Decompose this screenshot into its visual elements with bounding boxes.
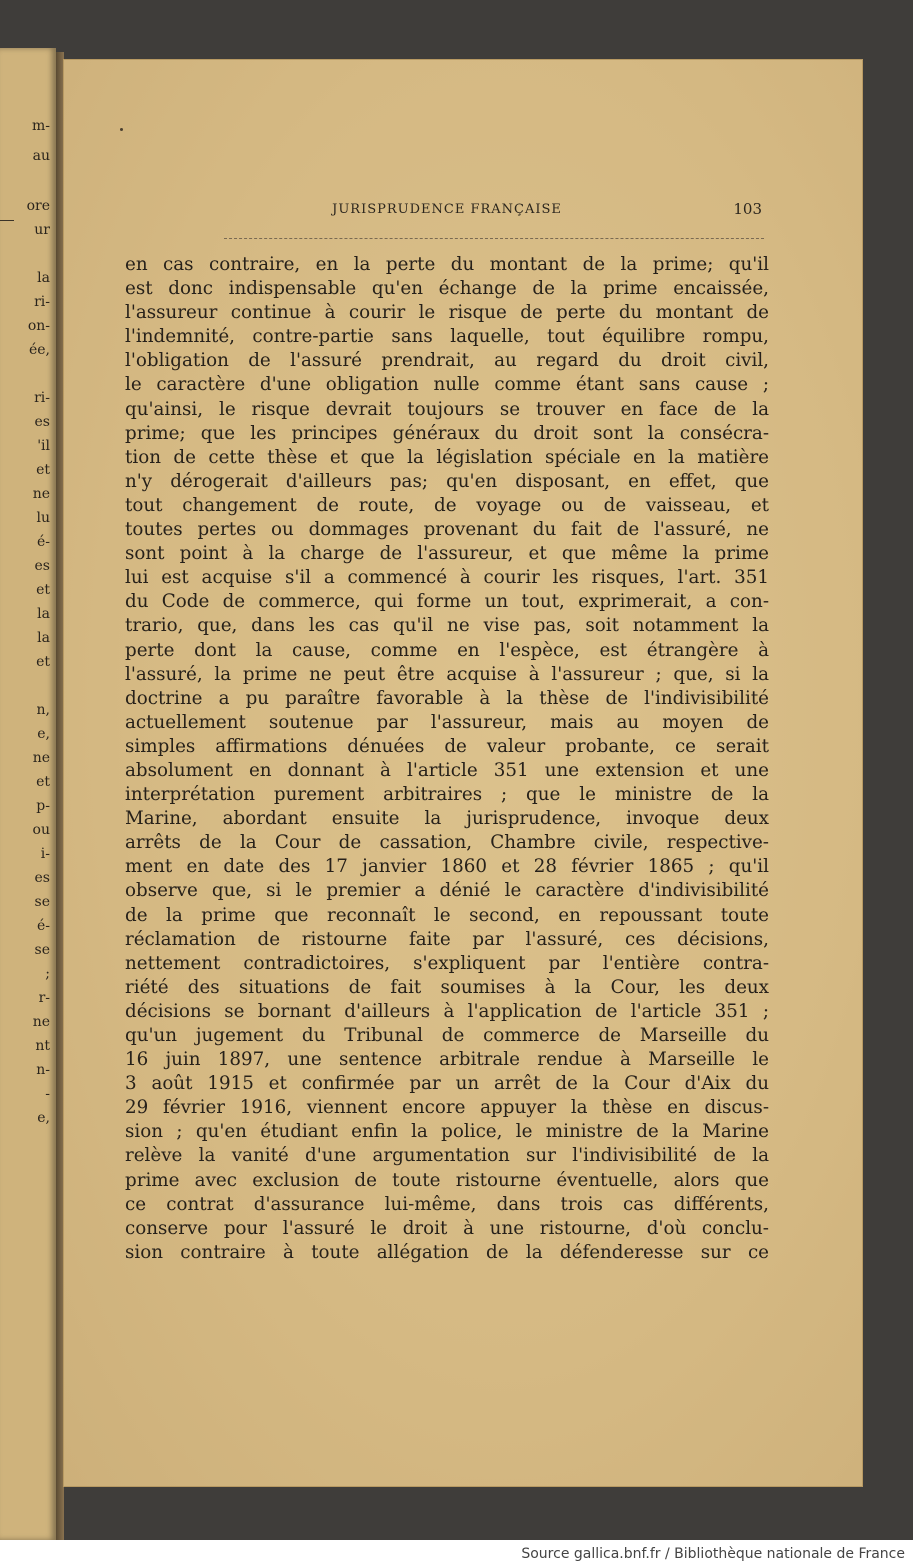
page-speck [120,128,123,131]
text-line: l'obligation de l'assuré prendrait, au regard du droit civil, [125,350,769,372]
book-page [64,60,862,1486]
text-line: l'indemnité, contre-partie sans laquelle, tout équilibre rompu, [125,326,769,348]
text-line: simples affirmations dénuées de valeur probante, ce serait [125,735,769,757]
text-line: sion contraire à toute allégation de la défenderesse sur ce [125,1241,769,1263]
text-line: prime avec exclusion de toute ristourne éventuelle, alors que [125,1169,769,1191]
text-line: 16 juin 1897, une sentence arbitrale rendue à Marseille le [125,1049,769,1071]
facing-page-fragment: ore [26,198,50,214]
text-line: du Code de commerce, qui forme un tout, exprimerait, a con- [125,591,769,613]
text-line: absolument en donnant à l'article 351 une extension et une [125,759,769,781]
text-line: interprétation purement arbitraires ; que le ministre de la [125,784,769,806]
facing-page-fragment: ur [34,222,50,238]
body-text [125,253,769,1265]
header-rule [224,238,764,239]
facing-page-fragment: es [34,558,50,574]
facing-page-fragment: e, [37,1110,50,1126]
text-line: décisions se bornant d'ailleurs à l'application de l'article 351 ; [125,1000,769,1022]
facing-page-fragment: - [45,1086,50,1102]
page-header [124,202,770,226]
text-line: le caractère d'une obligation nulle comme étant sans cause ; [125,374,769,396]
facing-page-fragment: 'il [37,438,50,454]
facing-page-fragment: se [34,942,50,958]
text-line: n'y dérogerait d'ailleurs pas; qu'en disposant, en effet, que [125,470,769,492]
text-line: arrêts de la Cour de cassation, Chambre civile, respective- [125,832,769,854]
text-line: doctrine a pu paraître favorable à la thèse de l'indivisibilité [125,687,769,709]
facing-page-fragment: se [34,894,50,910]
text-line: 3 août 1915 et confirmée par un arrêt de la Cour d'Aix du [125,1073,769,1095]
facing-page-fragment: nt [35,1038,50,1054]
facing-page-rule [0,220,14,221]
facing-page-fragment: au [32,148,50,164]
text-line: actuellement soutenue par l'assureur, mais au moyen de [125,711,769,733]
text-line: ment en date des 17 janvier 1860 et 28 février 1865 ; qu'il [125,856,769,878]
facing-page-edge [0,48,56,1540]
running-head: JURISPRUDENCE FRANÇAISE [332,202,562,217]
book-gutter [56,52,64,1540]
facing-page-fragment: et [36,774,50,790]
facing-page-fragment: é- [36,534,50,550]
text-line: Marine, abordant ensuite la jurisprudence, invoque deux [125,808,769,830]
text-line: 29 février 1916, viennent encore appuyer la thèse en discus- [125,1097,769,1119]
facing-page-fragment: ri- [34,294,50,310]
facing-page-fragment: i- [40,846,50,862]
facing-page-fragment: lu [36,510,50,526]
facing-page-fragment: p- [36,798,50,814]
text-line: qu'un jugement du Tribunal de commerce de Marseille du [125,1025,769,1046]
text-line: riété des situations de fait soumises à la Cour, les deux [125,976,769,998]
text-line: observe que, si le premier a dénié le caractère d'indivisibilité [125,880,769,902]
facing-page-fragment: et [36,462,50,478]
text-line: l'assureur continue à courir le risque de perte du montant de [125,302,769,324]
facing-page-fragment: ou [32,822,50,838]
text-line: ce contrat d'assurance lui-même, dans trois cas différents, [125,1193,769,1215]
facing-page-fragment: et [36,654,50,670]
text-line: tout changement de route, de voyage ou de vaisseau, et [125,494,769,516]
facing-page-fragment: ne [32,750,50,766]
text-line: relève la vanité d'une argumentation sur l'indivisibilité de la [125,1145,769,1167]
text-line: sont point à la charge de l'assureur, et que même la prime [125,543,769,565]
facing-page-fragment: et [36,582,50,598]
facing-page-fragment: n, [36,702,50,718]
facing-page-fragment: es [34,414,50,430]
source-credit: Source gallica.bnf.fr / Bibliothèque nationale de France [521,1546,905,1562]
text-line: de la prime que reconnaît le second, en repoussant toute [125,904,769,926]
facing-page-fragment: ne [32,1014,50,1030]
facing-page-fragment: la [37,630,50,646]
text-line: en cas contraire, en la perte du montant de la prime; qu'il [125,254,769,275]
text-line: lui est acquise s'il a commencé à courir les risques, l'art. 351 [125,567,769,589]
text-line: trario, que, dans les cas qu'il ne vise pas, soit notamment la [125,615,769,637]
facing-page-fragment: ne [32,486,50,502]
facing-page-fragment: on- [27,318,50,334]
text-line: est donc indispensable qu'en échange de la prime encaissée, [125,278,769,300]
text-line: qu'ainsi, le risque devrait toujours se trouver en face de la [125,398,769,420]
text-line: l'assuré, la prime ne peut être acquise à l'assureur ; que, si la [125,663,769,685]
text-line: perte dont la cause, comme en l'espèce, est étrangère à [125,639,769,661]
facing-page-fragment: r- [38,990,50,1006]
text-line: prime; que les principes généraux du droit sont la consécra- [125,422,769,444]
facing-page-fragment: la [37,270,50,286]
facing-page-fragment: m- [31,118,50,134]
text-line: nettement contradictoires, s'expliquent par l'entière contra- [125,952,769,974]
facing-page-fragment: la [37,606,50,622]
text-line: conserve pour l'assuré le droit à une ristourne, d'où conclu- [125,1217,769,1239]
text-line: réclamation de ristourne faite par l'assuré, ces décisions, [125,928,769,950]
facing-page-fragment: e, [37,726,50,742]
page-number: 103 [733,200,762,218]
facing-page-fragment: ri- [34,390,50,406]
text-line: toutes pertes ou dommages provenant du fait de l'assuré, ne [125,519,769,541]
facing-page-fragment: n- [36,1062,50,1078]
facing-page-fragment: ée, [28,342,50,358]
text-line: tion de cette thèse et que la législation spéciale en la matière [125,446,769,468]
facing-page-fragment: é- [36,918,50,934]
facing-page-fragment: es [34,870,50,886]
text-line: sion ; qu'en étudiant enfin la police, le ministre de la Marine [125,1121,769,1143]
facing-page-fragment: ; [45,966,50,982]
